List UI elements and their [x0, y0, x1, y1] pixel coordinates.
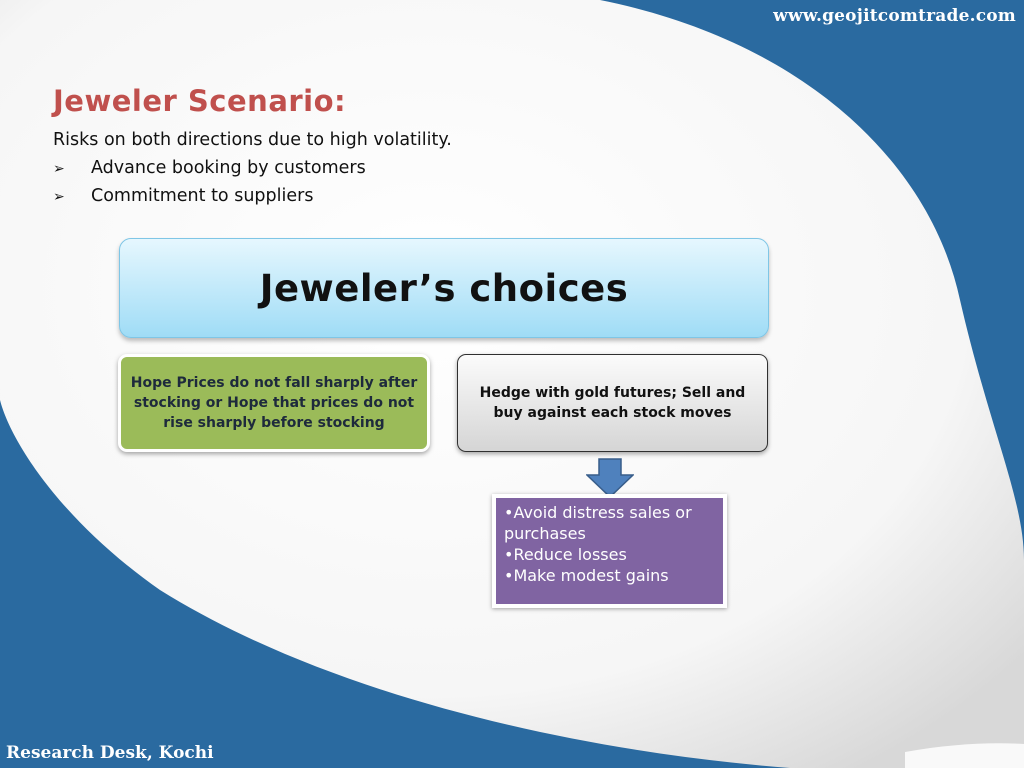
site-url[interactable]: www.geojitcomtrade.com — [773, 6, 1016, 26]
arrowhead-bullet-icon: ➢ — [53, 189, 65, 205]
hedge-option-box — [457, 354, 768, 452]
outcome-item: •Make modest gains — [504, 566, 669, 585]
hope-option-text: Hope Prices do not fall sharply after stocking or Hope that prices do not rise sharply before stocking — [130, 375, 418, 431]
down-arrow-icon — [586, 458, 634, 498]
slide-title: Jeweler Scenario: — [53, 84, 347, 118]
arrowhead-bullet-icon: ➢ — [53, 161, 65, 177]
outcome-item: •Avoid distress sales or purchases — [504, 503, 692, 543]
choices-heading: Jeweler’s choices — [259, 266, 629, 310]
choices-heading-box — [119, 238, 769, 338]
hope-option-box — [118, 354, 430, 452]
bullet-text: Commitment to suppliers — [91, 186, 314, 206]
slide-subtitle: Risks on both directions due to high volatility. — [53, 130, 452, 150]
hedge-option-text: Hedge with gold futures; Sell and buy against each stock moves — [479, 385, 746, 421]
outcome-item: •Reduce losses — [504, 545, 627, 564]
outcomes-box — [492, 494, 727, 608]
bullet-item — [53, 186, 313, 206]
bullet-text: Advance booking by customers — [91, 158, 366, 178]
bullet-item — [53, 158, 366, 178]
footer-label: Research Desk, Kochi — [6, 743, 214, 763]
